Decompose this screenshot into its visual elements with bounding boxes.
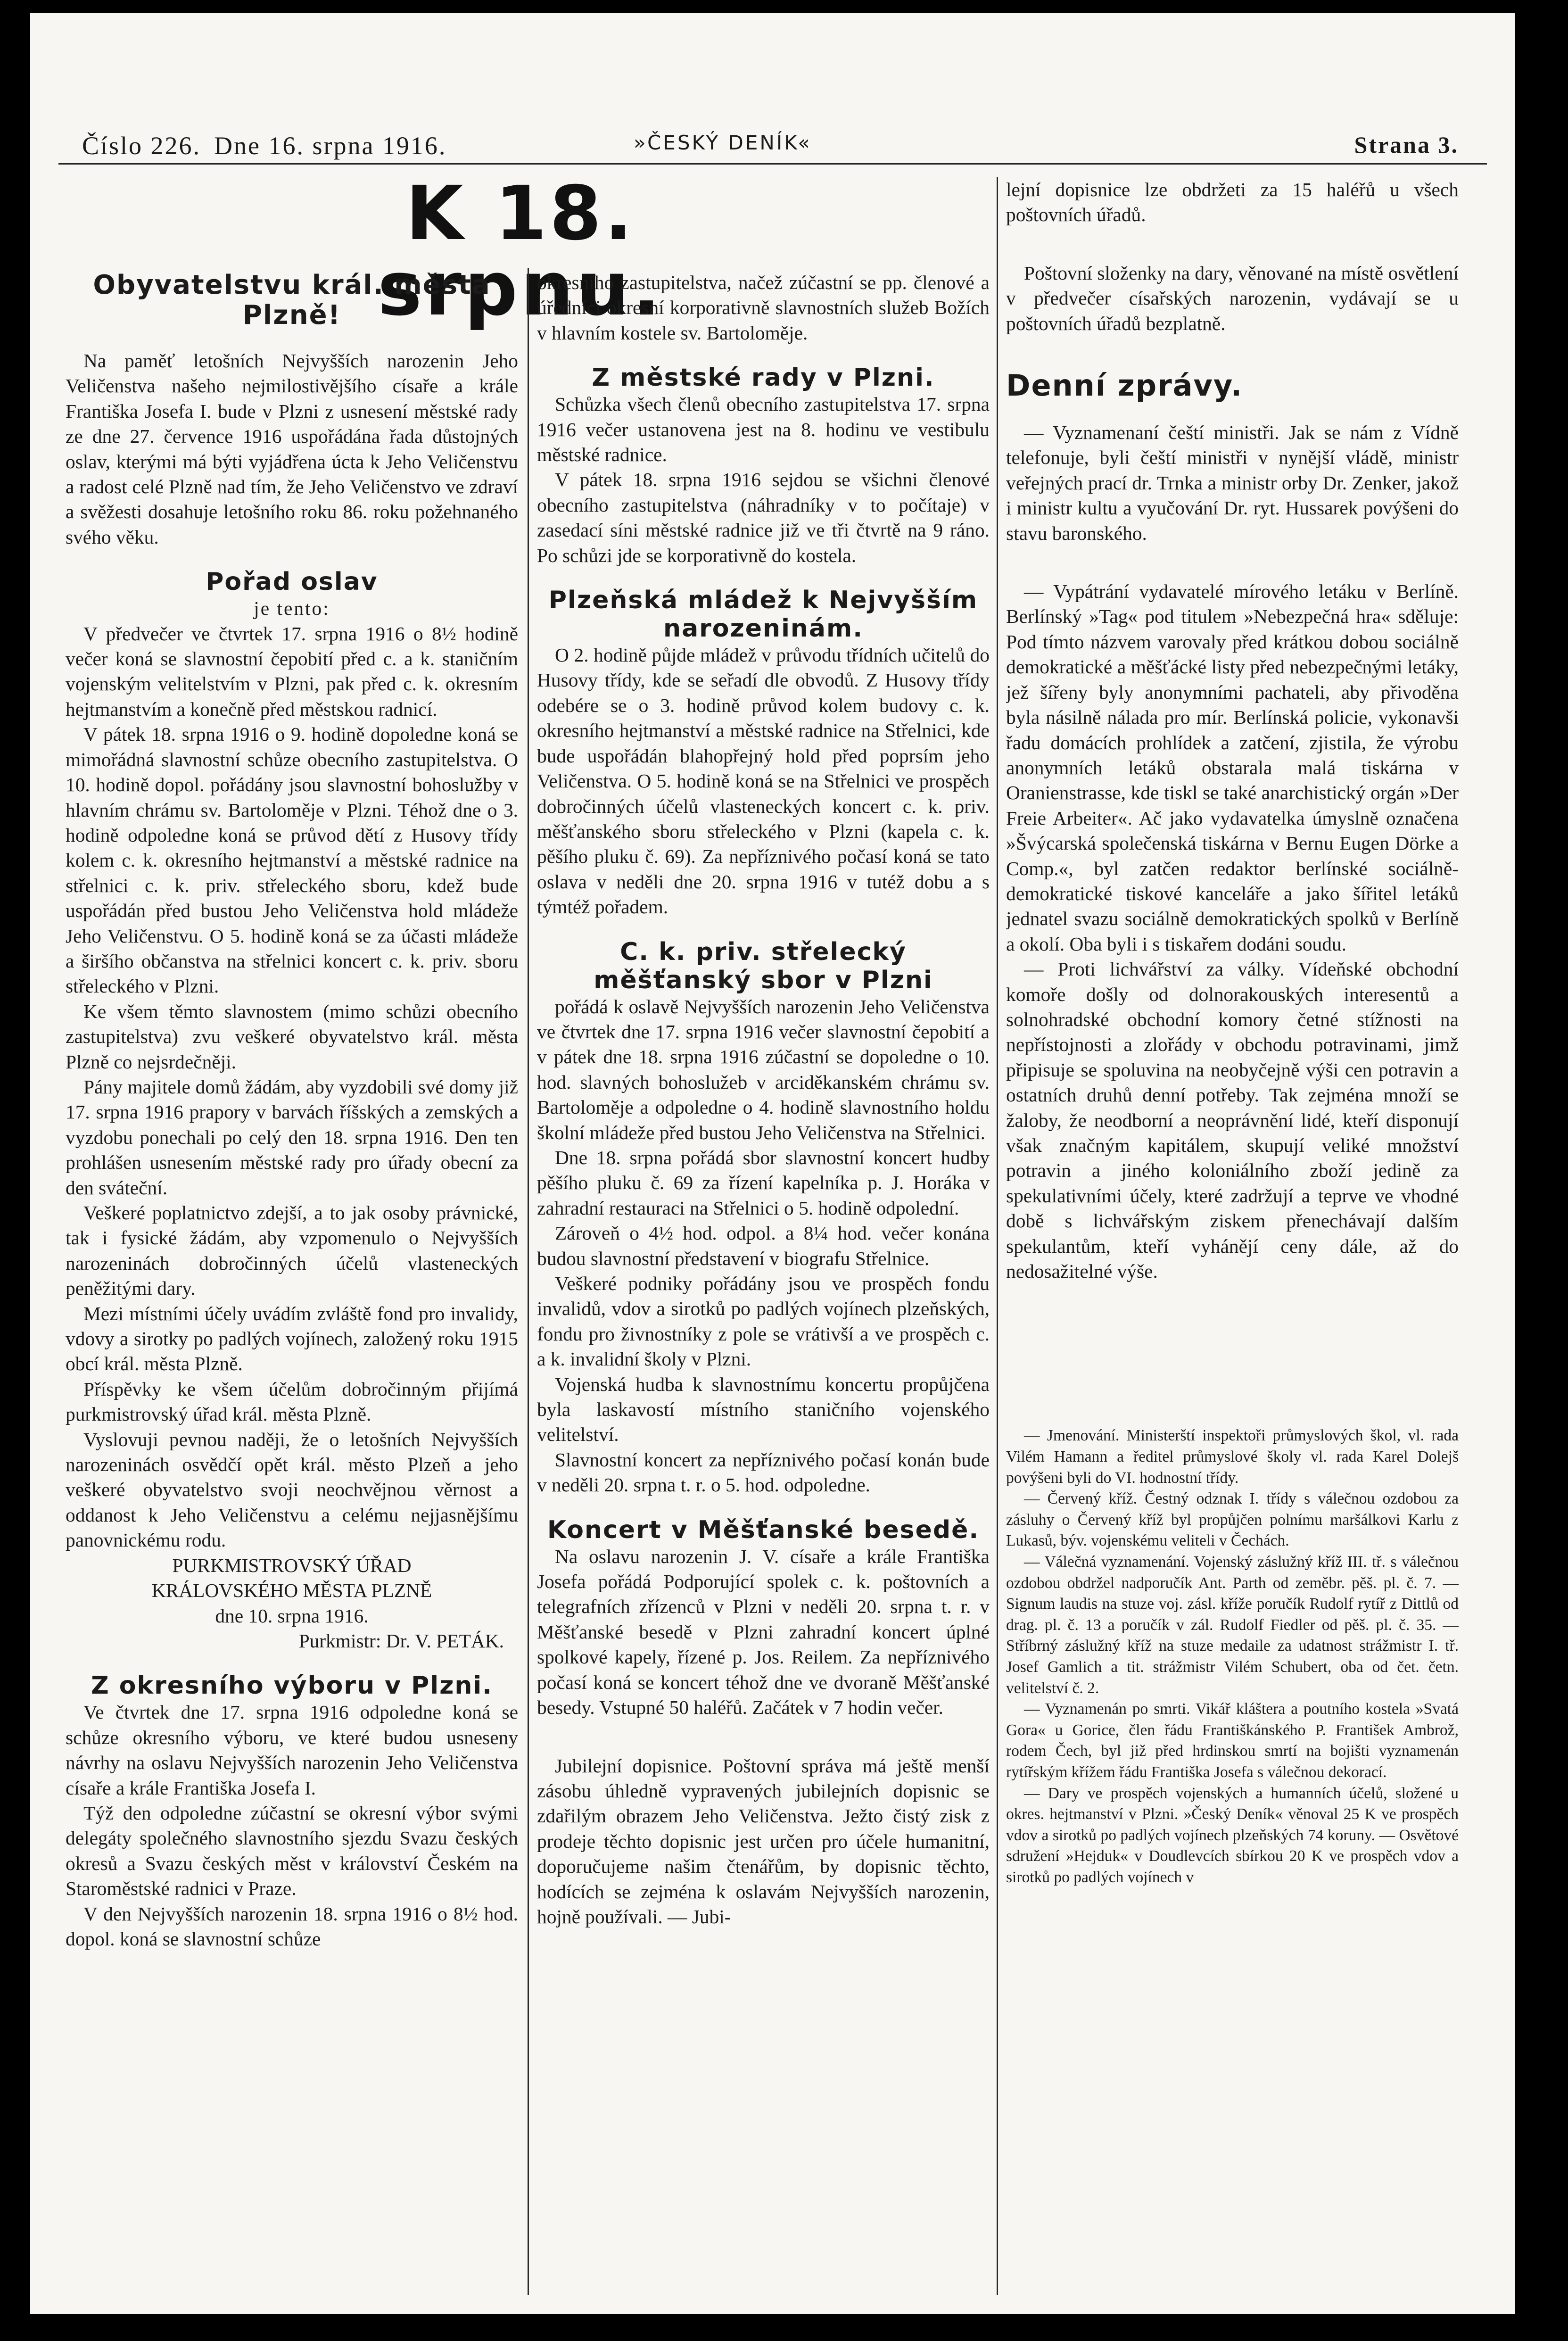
- signature-city: KRÁLOVSKÉHO MĚSTA PLZNĚ: [151, 1580, 432, 1602]
- section-heading: Plzeňská mládež k Nejvyšším narozeninám.: [548, 586, 978, 643]
- paragraph: — Proti lichvářství za války. Vídeňské obchodní komoře došly od dolnorakouských interesentů a solnohradské obchodní komory četné stížnosti na nepřístojnosti a zlořády v obchodu potravinami, jimž připisuje se spoluvina na neobyčejně výši cen potravin a ostatních druhů denní potřeby. Tak zejména množí se žaloby, že neodborní a neoprávnění lidé, kteří disponují však značným kapitálem, skupují veliké množství potravin a jiného koloniálního zboží jedině za spekulativními účely, které zadržují a teprve ve vhodné době s lichvářským ziskem přenechávají dalším spekulantům, kteří vyhánějí ceny dále, až do nedosažitelné výše.: [1006, 958, 1459, 1282]
- column-2: [537, 270, 990, 2295]
- column-3: [1006, 177, 1459, 2295]
- paragraph: Týž den odpoledne zúčastní se okresní výbor svými delegáty společného slavnostního sjezdu Svazu českých okresů a Svazu českých měst v království Českém na Staroměstské radnici v Praze.: [66, 1802, 518, 1900]
- paragraph: Příspěvky ke všem účelům dobročinným přijímá purkmistrovský úřad král. města Plzně.: [66, 1378, 518, 1425]
- news-brief: — Vyznamenán po smrti. Vikář kláštera a poutního kostela »Svatá Gora« u Gorice, člen řádu Františkánského P. František Ambrož, rodem Čech, byl již před hrdinskou smrtí na bojišti vyznamenán rytířským křížem řádu Františka Josefa s válečnou dekorací.: [1006, 1700, 1459, 1781]
- paragraph: Jubilejní dopisnice. Poštovní správa má ještě menší zásobu úhledně vypravených jubilejních dopisnic se zdařilým obrazem Jeho Veličenstva. Ježto čistý zisk z prodeje těchto dopisnic jest určen pro účele humanitní, doporučujeme našim čtenářům, by dopisnic těchto, hodících se zejména k oslavám Nejvyšších narozenin, hojně používali. — Jubi-: [537, 1754, 990, 1927]
- paragraph: Schůzka všech členů obecního zastupitelstva 17. srpna 1916 večer ustanovena jest na 8. hodinu ve vestibulu městské radnice.: [537, 393, 990, 466]
- paragraph: Dne 18. srpna pořádá sbor slavnostní koncert hudby pěšího pluku č. 69 za řízení kapelníka p. J. Horáka v zahradní restauraci na Střelnici o 5. hodině odpolední.: [537, 1146, 990, 1219]
- signature-name: Purkmistr: Dr. V. PETÁK.: [298, 1630, 504, 1652]
- news-brief: — Válečná vyznamenání. Vojenský záslužný kříž III. tř. s válečnou ozdobou obdržel nadporučík Ant. Parth od zeměbr. pěš. pl. č. 7. — Signum laudis na stuze voj. zásl. kříže poručík Rudolf rytíř z Dittlů od drag. pl. č. 13 a poručík v zál. Rudolf Fiedler od pěš. pl. č. 35. — Stříbrný záslužný kříž na stuze medaile za udatnost strážmistr I. tř. Josef Gamlich a tit. strážmistr Vilém Schubert, oba od čet. četn. velitelství č. 2.: [1006, 1553, 1459, 1697]
- paragraph: Pány majitele domů žádám, aby vyzdobili své domy již 17. srpna 1916 prapory v barvách říšských a zemských a vyzdobu ponechali po celý den 18. srpna 1916. Den ten prohlášen usnesením městské rady pro úřady obecní za den sváteční.: [66, 1075, 518, 1199]
- paragraph: V předvečer ve čtvrtek 17. srpna 1916 o 8½ hodině večer koná se slavnostní čepobití před c. a k. staničním vojenským velitelstvím v Plzni, pak před c. k. okresním hejtmanstvím a konečně před městskou radnicí.: [66, 622, 518, 720]
- main-headline: K 18. srpnu.: [377, 170, 664, 332]
- paragraph: pořádá k oslavě Nejvyšších narozenin Jeho Veličenstva ve čtvrtek dne 17. srpna 1916 večer slavnostní čepobití a v pátek dne 18. srpna 1916 zúčastní se dopoledne o 10. hod. slavných bohoslužeb v arciděkanském chrámu sv. Bartoloměje a odpoledne o 4. hodině slavnostního holdu školní mládeže před bustou Jeho Veličenstva na Střelnici.: [537, 995, 990, 1143]
- proclamation-heading: Obyvatelstvu král. města Plzně!: [93, 270, 491, 331]
- section-heading: C. k. priv. střelecký měšťanský sbor v Plzni: [594, 937, 933, 994]
- news-brief: — Dary ve prospěch vojenských a humanních účelů, složené u okres. hejtmanství v Plzni. »Český Deník« věnoval 25 K ve prospěch vdov a sirotků po padlých vojínech plzeňských 74 koruny. — Osvětové sdružení »Hejduk« v Doudlevcích sbírkou 20 K ve prospěch vdov a sirotků po padlých vojínech v: [1006, 1784, 1459, 1886]
- news-brief: — Jmenování. Ministerští inspektoři průmyslových škol, vl. rada Vilém Hamann a ředitel průmyslové školy vl. rada Karel Dolejš povýšeni byli do VI. hodnostní třídy.: [1006, 1427, 1459, 1487]
- paragraph: Vojenská hudba k slavnostnímu koncertu propůjčena byla laskavostí místního staničního vojenského velitelství.: [537, 1373, 990, 1446]
- section-heading: Z městské rady v Plzni.: [592, 364, 935, 392]
- newspaper-name: »ČESKÝ DENÍK«: [634, 131, 812, 154]
- signature-date: dne 10. srpna 1916.: [215, 1605, 369, 1627]
- issue-date: Dne 16. srpna 1916.: [214, 132, 447, 160]
- paragraph: — Vypátrání vydavatelé mírového letáku v Berlíně. Berlínský »Tag« pod titulem »Nebezpečná hra« sděluje: Pod tímto názvem varovaly před krátkou dobou sociálně demokratické a měšťácké listy před nebezpečnými letáky, jež šířeny byly anonymními pachateli, aby přivoděna byla násilně nálada pro mír. Berlínská policie, vykonavši řadu domácích prohlídek a zatčení, zjistila, že výrobu anonymních letáků obstarala malá tiskárna v Oranienstrasse, kde tiskl se také anarchistický orgán »Der Freie Arbeiter«. Ač jako vydavatelka úmyslně označena »Švýcarská společenská tiskárna v Bernu Eugen Dörke a Comp.«, byl zatčen redaktor berlínské sociálně-demokratické tiskové kanceláře a jako šířitel letáků jednatel svazu sociálně demokratických spolků v Berlíně a okolí. Oba byli i s tiskařem dodáni soudu.: [1006, 580, 1459, 955]
- column-divider: [528, 268, 529, 2295]
- newspaper-page: [30, 13, 1515, 2314]
- section-heading: Koncert v Měšťanské besedě.: [547, 1515, 980, 1544]
- paragraph: O 2. hodině půjde mládež v průvodu třídních učitelů do Husovy třídy, kde se seřadí dle obvodů. Z Husovy třídy odebére se o 3. hodině průvod kolem budovy c. k. okresního hejtmanství a městské radnice na Střelnici, kde bude uspořádán blahopřejný hold před poprsím jeho Veličenstva. O 5. hodině koná se na Střelnici ve prospěch dobročinných účelů vlasteneckých koncert c. k. priv. měšťanského sboru střeleckého v Plzni (kapela c. k. pěšího pluku č. 69). Za nepříznivého počasí koná se tato oslava v neděli dne 20. srpna 1916 v tutéž dobu a s týmtéž pořadem.: [537, 644, 990, 918]
- paragraph: Na oslavu narozenin J. V. císaře a krále Františka Josefa pořádá Podporující spolek c. k. poštovních a telegrafních zřízenců v Plzni v neděli 20. srpna t. r. v Měšťanské besedě v Plzni zahradní koncert úplné spolkové kapely, řízené p. Jos. Reilem. Za nepříznivého počasí koná se koncert téhož dne ve dvoraně Měšťanské besedy. Vstupné 50 haléřů. Začátek v 7 hodin večer.: [537, 1545, 990, 1719]
- paragraph: lejní dopisnice lze obdržeti za 15 haléřů u všech poštovních úřadů.: [1006, 179, 1459, 226]
- paragraph: Ve čtvrtek dne 17. srpna 1916 odpoledne koná se schůze okresního výboru, ve které budou usneseny návrhy na oslavu Nejvyšších narozenin Jeho Veličenstva císaře a krále Františka Josefa I.: [66, 1701, 518, 1799]
- paragraph: V pátek 18. srpna 1916 o 9. hodině dopoledne koná se mimořádná slavnostní schůze obecního zastupitelstva. O 10. hodině dopol. pořádány jsou slavnostní bohoslužby v hlavním chrámu sv. Bartoloměje v Plzni. Téhož dne o 3. hodině odpoledne koná se průvod dětí z Husovy třídy kolem c. k. okresního hejtmanství a městské radnice na střelnici c. k. priv. střeleckého sboru, kdež bude uspořádán před bustou Jeho Veličenstva hold mládeže Jeho Veličenstvu. O 5. hodině koná se za účasti mládeže a širšího občanstva na střelnici koncert c. k. priv. sboru střeleckého v Plzni.: [66, 723, 518, 997]
- program-heading: Pořad oslav: [206, 568, 378, 596]
- paragraph: Ke všem těmto slavnostem (mimo schůzi obecního zastupitelstva) zvu veškeré obyvatelstvo král. města Plzně co nejsrdečněji.: [66, 1000, 518, 1073]
- paragraph: V pátek 18. srpna 1916 sejdou se všichni členové obecního zastupitelstva (náhradníky v to počítaje) v zasedací síni městské radnice již ve tři čtvrtě na 9 ráno. Po schůzi jde se korporativně do kostela.: [537, 469, 990, 566]
- issue-number: Číslo 226.: [82, 132, 201, 160]
- header-rule: [58, 163, 1487, 165]
- paragraph: Mezi místními účely uvádím zvláště fond pro invalidy, vdovy a sirotky po padlých vojínech, založený roku 1915 obcí král. města Plzně.: [66, 1302, 518, 1375]
- paragraph: okresního zastupitelstva, načež zúčastní se pp. členové a úředníci okresní korporativně slavnostních služeb Božích v hlavním kostele sv. Bartoloměje.: [537, 272, 990, 344]
- column-divider: [997, 177, 998, 2295]
- program-subheading: je tento:: [254, 597, 330, 620]
- paragraph: — Vyznamenaní čeští ministři. Jak se nám z Vídně telefonuje, byli čeští ministři v nynější vládě, ministr veřejných prací dr. Trnka a ministr orby Dr. Zenker, jakož i ministr kultu a vyučování Dr. ryt. Hussarek povýšeni do stavu baronského.: [1006, 422, 1459, 544]
- column-1: [66, 270, 518, 2295]
- paragraph: V den Nejvyšších narozenin 18. srpna 1916 o 8½ hod. dopol. koná se slavnostní schůze: [66, 1903, 518, 1950]
- signature-office: PURKMISTROVSKÝ ÚŘAD: [172, 1554, 412, 1576]
- paragraph: Vyslovuji pevnou naději, že o letošních Nejvyšších narozeninách osvědčí opět král. město Plzeň a jeho veškeré obyvatelstvo svoji neochvějnou věrnost a oddanost k Jeho Veličenstvu a celému nejjasnějšímu panovnickému rodu.: [66, 1428, 518, 1551]
- paragraph: Zároveň o 4½ hod. odpol. a 8¼ hod. večer konána budou slavnostní představení v biografu Střelnice.: [537, 1222, 990, 1269]
- paragraph: Poštovní složenky na dary, věnované na místě osvětlení v předvečer císařských narozenin, vydávají se u poštovních úřadů bezplatně.: [1006, 262, 1459, 334]
- page-number: Strana 3.: [1354, 132, 1459, 158]
- news-brief: — Červený kříž. Čestný odznak I. třídy s válečnou ozdobou za zásluhy o Červený kříž byl propůjčen polnímu maršálkovi Karlu z Lukasů, býv. vojenskému veliteli v Čechách.: [1006, 1490, 1459, 1550]
- paragraph: Na paměť letošních Nejvyšších narozenin Jeho Veličenstva našeho nejmilostivějšího císaře a krále Františka Josefa I. bude v Plzni z usnesení městské rady ze dne 27. července 1916 uspořádána řada důstojných oslav, kterými má býti vyjádřena úcta k Jeho Veličenstvu a radost celé Plzně nad tím, že Jeho Veličenstvo ve zdraví a svěžesti dosahuje letošního roku 86. roku požehnaného svého věku.: [66, 350, 518, 548]
- section-heading: Z okresního výboru v Plzni.: [91, 1671, 493, 1700]
- paragraph: Slavnostní koncert za nepříznivého počasí konán bude v neděli 20. srpna t. r. o 5. hod. odpoledne.: [537, 1448, 990, 1496]
- paragraph: Veškeré podniky pořádány jsou ve prospěch fondu invalidů, vdov a sirotků po padlých vojínech plzeňských, fondu pro živnostníky z pole se vrátivší a ve prospěch c. a k. invalidní školy v Plzni.: [537, 1273, 990, 1370]
- paragraph: Veškeré poplatnictvo zdejší, a to jak osoby právnické, tak i fysické žádám, aby vzpomenulo o Nejvyšších narozeninách dobročinných účelů vlasteneckých peněžitými dary.: [66, 1202, 518, 1299]
- section-heading: Denní zprávy.: [1006, 368, 1243, 403]
